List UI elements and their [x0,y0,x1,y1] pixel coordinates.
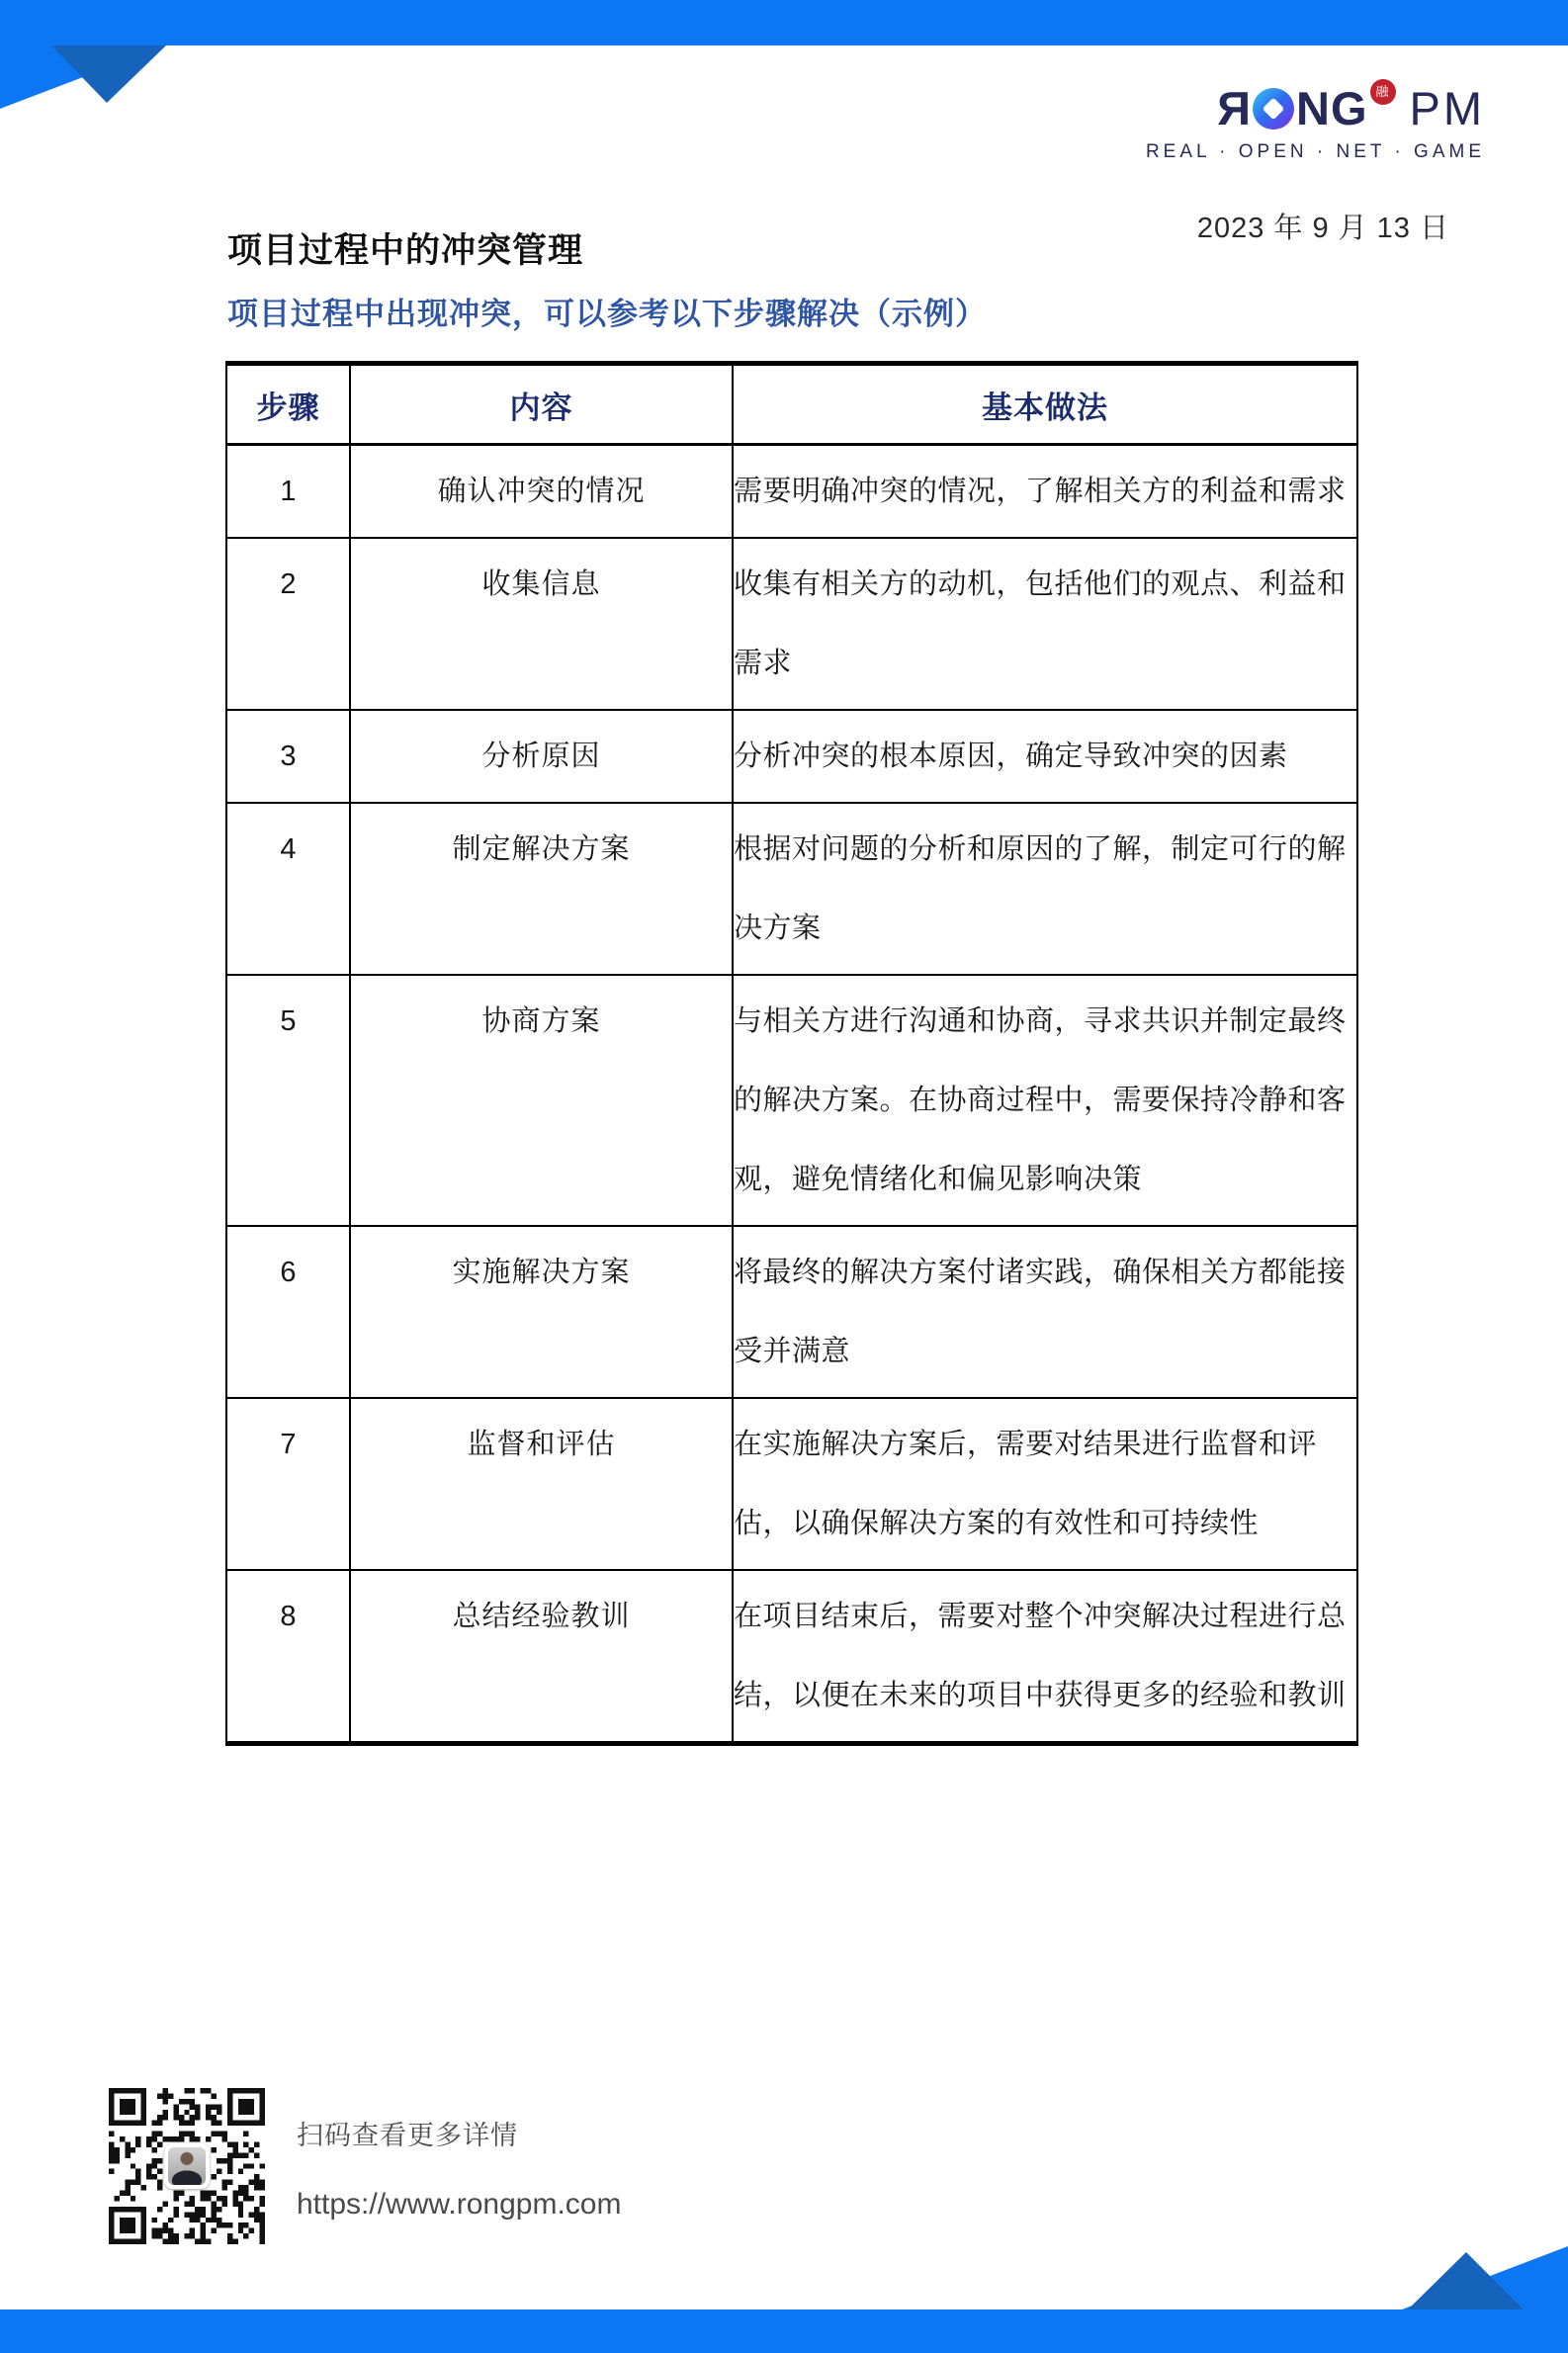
website-link[interactable]: https://www.rongpm.com [297,2188,622,2221]
logo-o-gem-icon [1253,88,1294,130]
bottom-banner-decoration [0,2242,1568,2353]
cell-method: 将最终的解决方案付诸实践，确保相关方都能接受并满意 [733,1226,1357,1398]
col-header-content: 内容 [350,364,733,445]
table-row [226,445,1357,539]
logo-letter-r: R [1216,82,1251,134]
logo-letters-pm: PM [1409,82,1485,134]
cell-content: 制定解决方案 [350,803,733,975]
page-subtitle: 项目过程中出现冲突，可以参考以下步骤解决（示例） [227,297,987,331]
cell-method: 在项目结束后，需要对整个冲突解决过程进行总结，以便在未来的项目中获得更多的经验和教训 [733,1570,1357,1744]
qr-code [109,2088,265,2244]
cell-method: 需要明确冲突的情况，了解相关方的利益和需求 [733,445,1357,539]
qr-center-avatar [164,2143,210,2189]
logo-tagline: REAL · OPEN · NET · GAME [1145,141,1485,162]
table-row [226,1226,1357,1398]
table-row [226,538,1357,710]
table-row [226,1398,1357,1570]
cell-method: 根据对问题的分析和原因的了解，制定可行的解决方案 [733,803,1357,975]
page-title: 项目过程中的冲突管理 [227,231,584,271]
cell-content: 总结经验教训 [350,1570,733,1744]
table-row [226,710,1357,803]
logo-wordmark [1146,82,1485,134]
footer [109,2088,621,2244]
table-header-row [226,364,1357,445]
cell-step: 1 [226,445,350,539]
logo-seal-icon: 融 [1370,79,1396,105]
cell-method: 在实施解决方案后，需要对结果进行监督和评估，以确保解决方案的有效性和可持续性 [733,1398,1357,1570]
footer-texts [297,2088,621,2244]
table-row [226,803,1357,975]
logo-letters-ng: NG [1296,82,1368,134]
cell-content: 确认冲突的情况 [350,445,733,539]
cell-content: 收集信息 [350,538,733,710]
table-row [226,1570,1357,1744]
cell-content: 实施解决方案 [350,1226,733,1398]
cell-content: 分析原因 [350,710,733,803]
col-header-step: 步骤 [226,364,350,445]
cell-content: 协商方案 [350,975,733,1226]
cell-method: 与相关方进行沟通和协商，寻求共识并制定最终的解决方案。在协商过程中，需要保持冷静和客观，避免情绪化和偏见影响决策 [733,975,1357,1226]
cell-method: 收集有相关方的动机，包括他们的观点、利益和需求 [733,538,1357,710]
cell-step: 4 [226,803,350,975]
cell-step: 7 [226,1398,350,1570]
page-date: 2023 年 9 月 13 日 [1196,213,1449,244]
cell-step: 3 [226,710,350,803]
qr-caption: 扫码查看更多详情 [297,2121,518,2150]
cell-step: 5 [226,975,350,1226]
cell-method: 分析冲突的根本原因，确定导致冲突的因素 [733,710,1357,803]
cell-content: 监督和评估 [350,1398,733,1570]
table-row [226,975,1357,1226]
col-header-method: 基本做法 [733,364,1357,445]
cell-step: 2 [226,538,350,710]
cell-step: 6 [226,1226,350,1398]
conflict-steps-table [225,361,1358,1746]
avatar [168,2147,206,2185]
cell-step: 8 [226,1570,350,1744]
rongpm-logo [1145,82,1485,163]
